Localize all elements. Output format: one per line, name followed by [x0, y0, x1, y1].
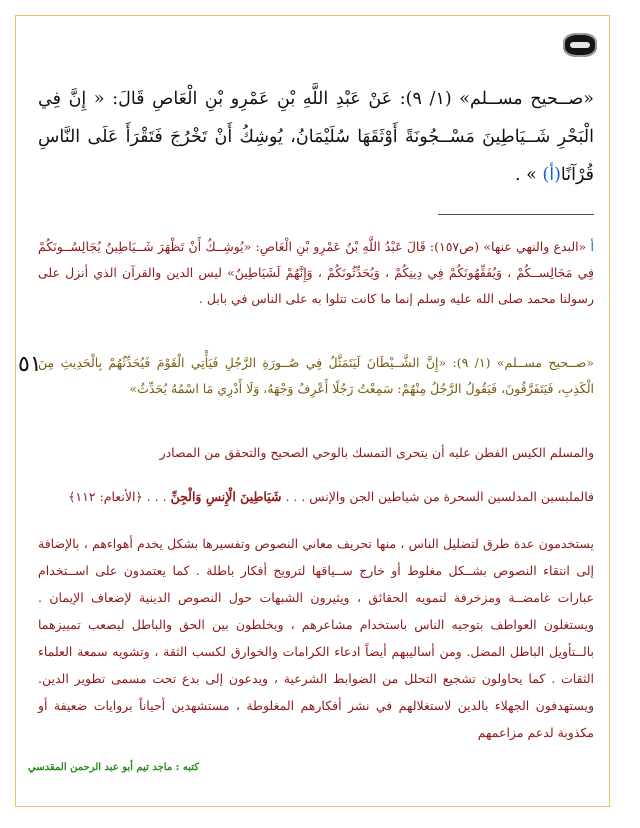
hadith-paragraph	[38, 80, 594, 194]
footnote-marker: أ	[590, 239, 594, 254]
footnote-4-before: فالملبسين المدلسين السحرة من شياطين الجن والإنس . . .	[281, 489, 594, 504]
footnote-3	[38, 440, 594, 466]
footnote-1-text: «البدع والنهي عنها» (ص١٥٧): قَالَ عَبْدُ اللَّهِ بْنُ عَمْرِو بْنِ الْعَاصِ: «يُوشِــكُ أَنْ تَظْهَرَ شَــيَاطِينُ يُجَالِسُــونَكُمْ فِي مَجَالِســكُمْ ، وَيُفَقِّهُونَكُمْ فِي دِينِكُمْ ، وَيُحَدِّثُونَكُمْ ، وَإِنَّهُمْ لَشَيَاطِينُ» ليس الدين والقرآن الذي أنزل على رسولنا محمد صلى الله عليه وسلم إنما ما كانت تتلوا به على الناس في بابل .	[38, 239, 594, 306]
footnote-5	[38, 530, 594, 746]
footnote-3-text: والمسلم الكيس الفطن عليه أن يتحرى التمسك بالوحي الصحيح والتحقق من المصادر	[159, 445, 594, 460]
author-signature: كتبه : ماجد تيم أبو عبد الرحمن المقدسي	[28, 762, 200, 773]
footnote-reference[interactable]: (أ)	[542, 165, 561, 185]
badge-logo-icon	[563, 33, 597, 57]
footnote-5-text: يستخدمون عدة طرق لتضليل الناس ، منها تحريف معاني النصوص وتفسيرها بشكل يخدم أهواءهم ، بالإضافة إلى انتقاء النصوص بشــكل مغلوط أو خارج ســياقها لترويج أفكار باطلة . كما يعتمدون على اســتخدام عبارات غامضــة ومزخرفة لتمويه الحقائق ، ويثيرون الشبهات حول النصوص الدينية لإضعاف الإيمان . ويستغلون العواطف بتوجيه الناس باستخدام مشاعرهم ، ويخلطون بين الحق والباطل ليصعب تمييزهما بالــتأويل الباطل المضل. ومن أساليبهم أيضاً ادعاء الكرامات والخوارق لكسب الثقة ، وتشويه سمعة العلماء الثقات . كما يحاولون تشجيع التحلل من الضوابط الشرعية ، ويدعون إلى بدع تحت مسمى تطوير الدين. ويستهدفون الجهلاء بالدين لاستغلالهم في نشر أفكارهم المغلوطة ، مستشهدين أحياناً بروايات ضعيفة أو مكذوبة لدعم مزاعمهم	[38, 536, 594, 740]
footnote-2	[38, 350, 594, 402]
hadith-end: » .	[514, 165, 543, 185]
footnote-4-after: . . . ﴿الأنعام: ١١٢﴾	[68, 489, 171, 504]
footnote-4	[38, 484, 594, 510]
footnote-separator	[438, 214, 594, 215]
footnote-1	[38, 234, 594, 312]
page-number: ٥١	[18, 352, 42, 377]
footnote-2-text: «صــحيح مســلم» (١/ ٩): «إِنَّ الشَّــيْطَانَ لَيَتَمَثَّلُ فِي صُــورَةِ الرَّجُلِ فَيَأْتِي الْقَوْمَ فَيُحَدِّثُهُمْ بِالْحَدِيثِ مِنَ الْكَذِبِ، فَيَتَفَرَّقُونَ، فَيَقُولُ الرَّجُلُ مِنْهُمْ: سَمِعْتُ رَجُلًا أَعْرِفُ وَجْهَهُ، وَلَا أَدْرِي مَا اسْمُهُ يُحَدِّثُ»	[38, 355, 594, 396]
quran-quote: شَيَاطِينَ الْإِنسِ وَالْجِنِّ	[170, 489, 282, 504]
hadith-text: «صــحيح مســلم» (١/ ٩): عَنْ عَبْدِ اللَّهِ بْنِ عَمْرِو بْنِ الْعَاصِ قَالَ: « إِنَّ فِي الْبَحْرِ شَــيَاطِينَ مَسْــجُونَةً أَوْثَقَهَا سُلَيْمَانُ، يُوشِكُ أَنْ تَخْرُجَ فَتَقْرَأَ عَلَى النَّاسِ قُرْآنًا	[38, 89, 594, 185]
